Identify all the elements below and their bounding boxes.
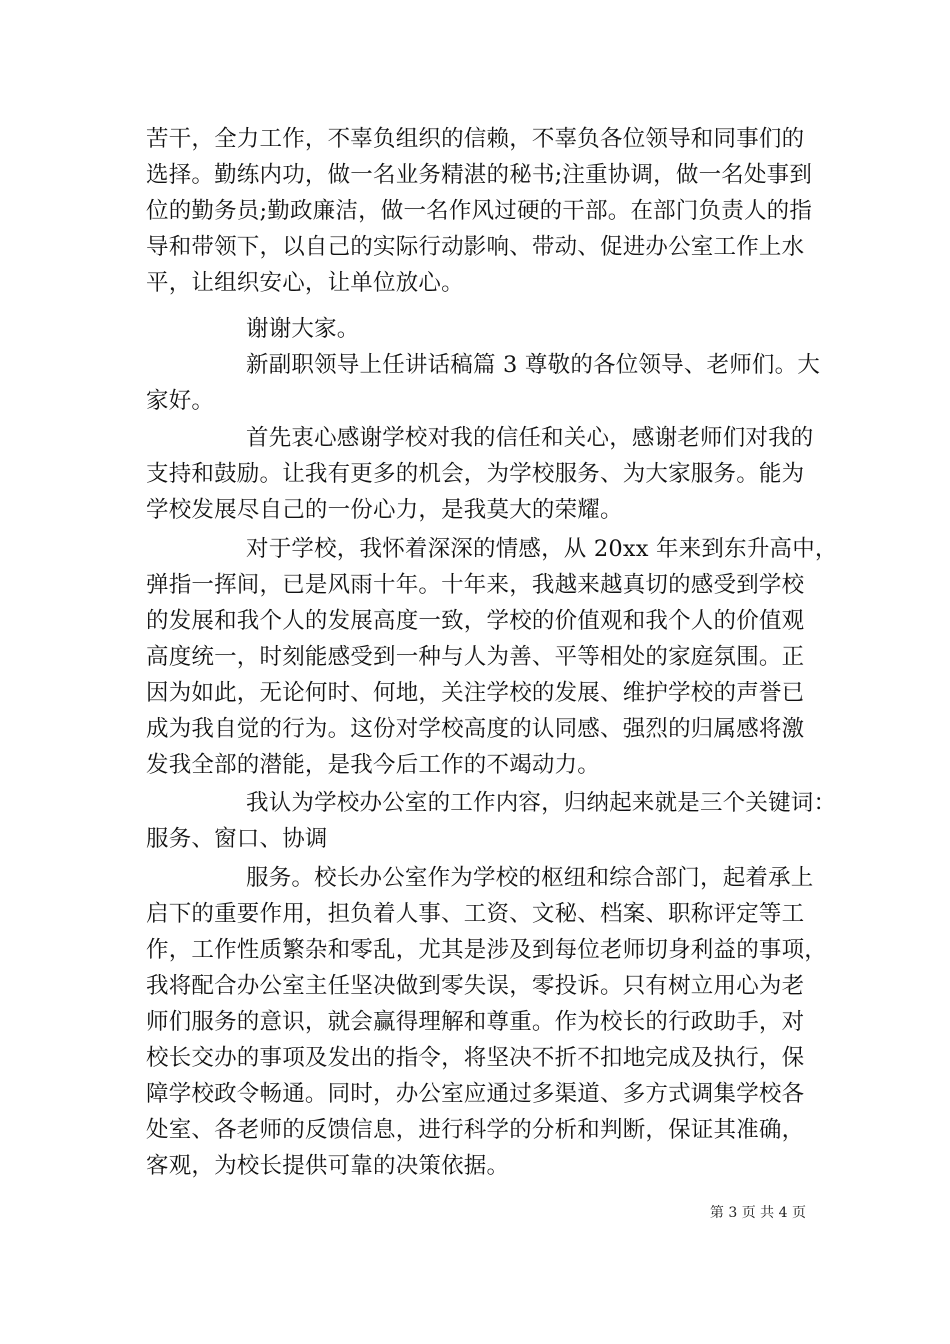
text-line: 谢谢大家。 [246, 316, 360, 342]
text-line: 选择。勤练内功，做一名业务精湛的秘书;注重协调，做一名处事到 [146, 162, 813, 188]
text-line: 位的勤务员;勤政廉洁，做一名作风过硬的干部。在部门负责人的指 [146, 198, 813, 224]
text-line: 障学校政令畅通。同时，办公室应通过多渠道、多方式调集学校各 [146, 1081, 805, 1107]
text-line: 客观，为校长提供可靠的决策依据。 [146, 1153, 510, 1179]
text-line: 导和带领下，以自己的实际行动影响、带动、促进办公室工作上水 [146, 234, 805, 260]
text-line: 服务、窗口、协调 [146, 826, 328, 852]
text-line: 启下的重要作用，担负着人事、工资、文秘、档案、职称评定等工 [146, 901, 805, 927]
text-line: 首先衷心感谢学校对我的信任和关心，感谢老师们对我的 [246, 425, 814, 451]
text-line: 服务。校长办公室作为学校的枢纽和综合部门，起着承上 [246, 865, 814, 891]
text-line: 成为我自觉的行为。这份对学校高度的认同感、强烈的归属感将激 [146, 716, 805, 742]
text-line: 新副职领导上任讲话稿篇 3 尊敬的各位领导、老师们。大 [246, 352, 821, 378]
text-line: 支持和鼓励。让我有更多的机会，为学校服务、为大家服务。能为 [146, 461, 805, 487]
text-line: 我将配合办公室主任坚决做到零失误，零投诉。只有树立用心为老 [146, 973, 805, 999]
text-line: 家好。 [146, 388, 215, 414]
page-number-footer: 第 3 页 共 4 页 [709, 1205, 806, 1221]
text-line: 对于学校，我怀着深深的情感，从 20xx 年来到东升高中， [246, 536, 838, 562]
text-line: 苦干，全力工作，不辜负组织的信赖，不辜负各位领导和同事们的 [146, 126, 805, 152]
text-line: 因为如此，无论何时、何地，关注学校的发展、维护学校的声誉已 [146, 680, 805, 706]
text-line: 作，工作性质繁杂和零乱，尤其是涉及到每位老师切身利益的事项， [146, 937, 828, 963]
text-line: 发我全部的潜能，是我今后工作的不竭动力。 [146, 752, 601, 778]
text-line: 弹指一挥间，已是风雨十年。十年来，我越来越真切的感受到学校 [146, 572, 805, 598]
text-line: 学校发展尽自己的一份心力，是我莫大的荣耀。 [146, 497, 623, 523]
text-line: 处室、各老师的反馈信息，进行科学的分析和判断，保证其准确， [146, 1117, 805, 1143]
text-line: 平，让组织安心，让单位放心。 [146, 270, 464, 296]
text-line: 的发展和我个人的发展高度一致，学校的价值观和我个人的价值观 [146, 608, 805, 634]
text-line: 师们服务的意识，就会赢得理解和尊重。作为校长的行政助手，对 [146, 1009, 805, 1035]
text-line: 我认为学校办公室的工作内容，归纳起来就是三个关键词： [246, 790, 837, 816]
text-line: 校长交办的事项及发出的指令，将坚决不折不扣地完成及执行，保 [146, 1045, 805, 1071]
text-line: 高度统一，时刻能感受到一种与人为善、平等相处的家庭氛围。正 [146, 644, 805, 670]
